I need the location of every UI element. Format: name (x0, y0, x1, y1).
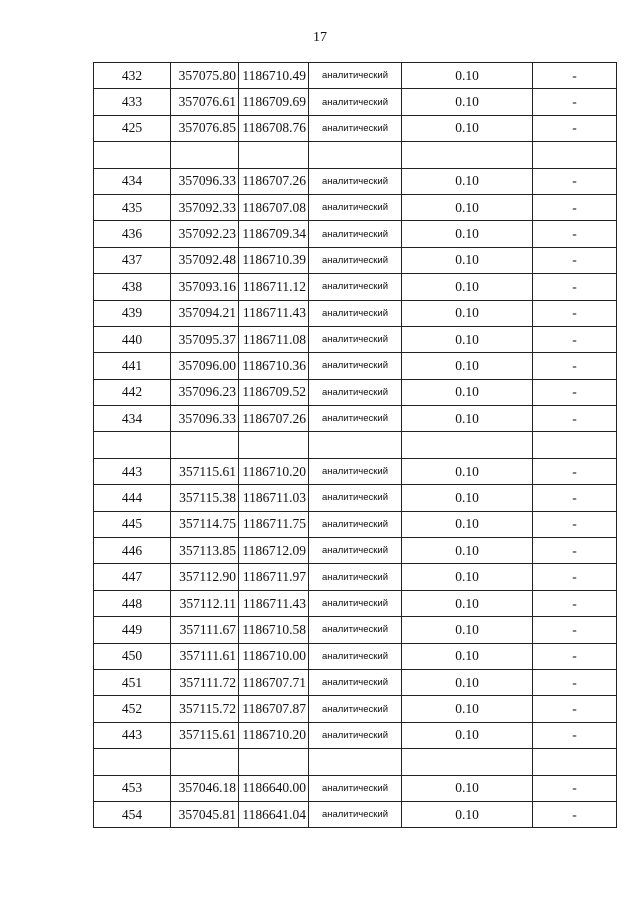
method-cell: аналитический (309, 590, 402, 616)
table-row (94, 775, 617, 801)
description-cell: - (533, 458, 617, 484)
y-coordinate-cell: 1186707.71 (239, 669, 309, 695)
x-coordinate-cell: 357092.48 (171, 247, 239, 273)
point-number-cell: 446 (94, 538, 171, 564)
table-row (94, 89, 617, 115)
point-number-cell (94, 142, 171, 168)
x-coordinate-cell: 357096.00 (171, 353, 239, 379)
accuracy-cell: 0.10 (402, 353, 533, 379)
method-cell: аналитический (309, 221, 402, 247)
y-coordinate-cell: 1186710.36 (239, 353, 309, 379)
y-coordinate-cell: 1186711.03 (239, 485, 309, 511)
x-coordinate-cell: 357075.80 (171, 63, 239, 89)
method-cell: аналитический (309, 379, 402, 405)
point-number-cell: 451 (94, 669, 171, 695)
point-number-cell: 437 (94, 247, 171, 273)
description-cell: - (533, 168, 617, 194)
method-cell: аналитический (309, 406, 402, 432)
accuracy-cell: 0.10 (402, 326, 533, 352)
accuracy-cell: 0.10 (402, 669, 533, 695)
x-coordinate-cell: 357046.18 (171, 775, 239, 801)
accuracy-cell: 0.10 (402, 458, 533, 484)
method-cell (309, 749, 402, 775)
accuracy-cell: 0.10 (402, 590, 533, 616)
accuracy-cell: 0.10 (402, 115, 533, 141)
x-coordinate-cell: 357111.61 (171, 643, 239, 669)
table-row (94, 643, 617, 669)
y-coordinate-cell (239, 749, 309, 775)
x-coordinate-cell (171, 749, 239, 775)
accuracy-cell: 0.10 (402, 511, 533, 537)
point-number-cell: 434 (94, 168, 171, 194)
method-cell: аналитический (309, 168, 402, 194)
point-number-cell: 448 (94, 590, 171, 616)
y-coordinate-cell: 1186707.87 (239, 696, 309, 722)
method-cell: аналитический (309, 353, 402, 379)
x-coordinate-cell: 357092.23 (171, 221, 239, 247)
table-row (94, 406, 617, 432)
table-row (94, 564, 617, 590)
x-coordinate-cell: 357113.85 (171, 538, 239, 564)
point-number-cell: 450 (94, 643, 171, 669)
x-coordinate-cell: 357115.61 (171, 458, 239, 484)
description-cell: - (533, 63, 617, 89)
accuracy-cell: 0.10 (402, 247, 533, 273)
point-number-cell: 447 (94, 564, 171, 590)
y-coordinate-cell: 1186710.39 (239, 247, 309, 273)
y-coordinate-cell: 1186711.75 (239, 511, 309, 537)
description-cell: - (533, 590, 617, 616)
table-separator-row (94, 749, 617, 775)
table-row (94, 801, 617, 827)
description-cell: - (533, 722, 617, 748)
method-cell: аналитический (309, 115, 402, 141)
table-row (94, 511, 617, 537)
description-cell (533, 749, 617, 775)
table-row (94, 485, 617, 511)
description-cell (533, 142, 617, 168)
point-number-cell: 443 (94, 722, 171, 748)
method-cell: аналитический (309, 485, 402, 511)
table-row (94, 379, 617, 405)
coordinates-table (93, 62, 617, 828)
y-coordinate-cell (239, 432, 309, 458)
method-cell: аналитический (309, 300, 402, 326)
y-coordinate-cell: 1186710.00 (239, 643, 309, 669)
accuracy-cell (402, 142, 533, 168)
table-row (94, 247, 617, 273)
point-number-cell: 435 (94, 194, 171, 220)
description-cell: - (533, 696, 617, 722)
point-number-cell: 439 (94, 300, 171, 326)
accuracy-cell: 0.10 (402, 801, 533, 827)
y-coordinate-cell: 1186711.43 (239, 300, 309, 326)
method-cell: аналитический (309, 247, 402, 273)
x-coordinate-cell: 357076.85 (171, 115, 239, 141)
description-cell: - (533, 300, 617, 326)
table-row (94, 722, 617, 748)
accuracy-cell: 0.10 (402, 379, 533, 405)
description-cell: - (533, 194, 617, 220)
accuracy-cell: 0.10 (402, 221, 533, 247)
x-coordinate-cell: 357045.81 (171, 801, 239, 827)
accuracy-cell: 0.10 (402, 696, 533, 722)
table-row (94, 300, 617, 326)
accuracy-cell: 0.10 (402, 274, 533, 300)
y-coordinate-cell: 1186709.52 (239, 379, 309, 405)
method-cell: аналитический (309, 775, 402, 801)
x-coordinate-cell: 357112.90 (171, 564, 239, 590)
y-coordinate-cell: 1186707.08 (239, 194, 309, 220)
point-number-cell: 432 (94, 63, 171, 89)
y-coordinate-cell: 1186707.26 (239, 406, 309, 432)
x-coordinate-cell (171, 432, 239, 458)
table-row (94, 221, 617, 247)
point-number-cell: 441 (94, 353, 171, 379)
table-separator-row (94, 432, 617, 458)
point-number-cell (94, 432, 171, 458)
description-cell: - (533, 274, 617, 300)
x-coordinate-cell: 357096.33 (171, 168, 239, 194)
accuracy-cell: 0.10 (402, 300, 533, 326)
method-cell (309, 142, 402, 168)
description-cell: - (533, 538, 617, 564)
point-number-cell: 452 (94, 696, 171, 722)
accuracy-cell: 0.10 (402, 538, 533, 564)
point-number-cell: 436 (94, 221, 171, 247)
y-coordinate-cell: 1186707.26 (239, 168, 309, 194)
table-row (94, 538, 617, 564)
accuracy-cell: 0.10 (402, 89, 533, 115)
accuracy-cell: 0.10 (402, 63, 533, 89)
y-coordinate-cell: 1186711.08 (239, 326, 309, 352)
description-cell: - (533, 379, 617, 405)
point-number-cell: 445 (94, 511, 171, 537)
table-row (94, 353, 617, 379)
table-row (94, 326, 617, 352)
accuracy-cell: 0.10 (402, 406, 533, 432)
x-coordinate-cell: 357114.75 (171, 511, 239, 537)
point-number-cell: 442 (94, 379, 171, 405)
x-coordinate-cell: 357111.67 (171, 617, 239, 643)
description-cell: - (533, 353, 617, 379)
point-number-cell: 443 (94, 458, 171, 484)
method-cell: аналитический (309, 274, 402, 300)
description-cell: - (533, 326, 617, 352)
y-coordinate-cell: 1186640.00 (239, 775, 309, 801)
x-coordinate-cell: 357096.23 (171, 379, 239, 405)
description-cell: - (533, 89, 617, 115)
accuracy-cell (402, 432, 533, 458)
method-cell: аналитический (309, 722, 402, 748)
accuracy-cell: 0.10 (402, 617, 533, 643)
method-cell: аналитический (309, 458, 402, 484)
table-row (94, 63, 617, 89)
y-coordinate-cell: 1186710.58 (239, 617, 309, 643)
method-cell (309, 432, 402, 458)
description-cell: - (533, 511, 617, 537)
method-cell: аналитический (309, 669, 402, 695)
table-row (94, 194, 617, 220)
accuracy-cell: 0.10 (402, 643, 533, 669)
description-cell: - (533, 775, 617, 801)
y-coordinate-cell: 1186710.49 (239, 63, 309, 89)
method-cell: аналитический (309, 538, 402, 564)
description-cell (533, 432, 617, 458)
page-number: 17 (313, 30, 327, 45)
coordinates-table-body (94, 63, 617, 828)
description-cell: - (533, 221, 617, 247)
y-coordinate-cell: 1186711.43 (239, 590, 309, 616)
accuracy-cell: 0.10 (402, 722, 533, 748)
y-coordinate-cell: 1186711.97 (239, 564, 309, 590)
table-row (94, 669, 617, 695)
description-cell: - (533, 485, 617, 511)
point-number-cell: 449 (94, 617, 171, 643)
x-coordinate-cell (171, 142, 239, 168)
method-cell: аналитический (309, 696, 402, 722)
table-row (94, 115, 617, 141)
description-cell: - (533, 115, 617, 141)
method-cell: аналитический (309, 63, 402, 89)
x-coordinate-cell: 357094.21 (171, 300, 239, 326)
x-coordinate-cell: 357096.33 (171, 406, 239, 432)
description-cell: - (533, 643, 617, 669)
description-cell: - (533, 669, 617, 695)
description-cell: - (533, 406, 617, 432)
description-cell: - (533, 617, 617, 643)
y-coordinate-cell: 1186641.04 (239, 801, 309, 827)
point-number-cell: 425 (94, 115, 171, 141)
description-cell: - (533, 564, 617, 590)
y-coordinate-cell: 1186709.69 (239, 89, 309, 115)
accuracy-cell: 0.10 (402, 194, 533, 220)
method-cell: аналитический (309, 801, 402, 827)
accuracy-cell (402, 749, 533, 775)
description-cell: - (533, 247, 617, 273)
x-coordinate-cell: 357093.16 (171, 274, 239, 300)
method-cell: аналитический (309, 617, 402, 643)
point-number-cell: 444 (94, 485, 171, 511)
point-number-cell: 453 (94, 775, 171, 801)
method-cell: аналитический (309, 643, 402, 669)
y-coordinate-cell: 1186708.76 (239, 115, 309, 141)
table-row (94, 696, 617, 722)
y-coordinate-cell (239, 142, 309, 168)
point-number-cell: 440 (94, 326, 171, 352)
x-coordinate-cell: 357111.72 (171, 669, 239, 695)
table-row (94, 617, 617, 643)
x-coordinate-cell: 357095.37 (171, 326, 239, 352)
point-number-cell: 454 (94, 801, 171, 827)
x-coordinate-cell: 357092.33 (171, 194, 239, 220)
table-separator-row (94, 142, 617, 168)
accuracy-cell: 0.10 (402, 775, 533, 801)
table-row (94, 458, 617, 484)
y-coordinate-cell: 1186709.34 (239, 221, 309, 247)
description-cell: - (533, 801, 617, 827)
y-coordinate-cell: 1186710.20 (239, 458, 309, 484)
x-coordinate-cell: 357115.61 (171, 722, 239, 748)
x-coordinate-cell: 357112.11 (171, 590, 239, 616)
table-row (94, 590, 617, 616)
point-number-cell: 438 (94, 274, 171, 300)
table-row (94, 168, 617, 194)
accuracy-cell: 0.10 (402, 168, 533, 194)
y-coordinate-cell: 1186710.20 (239, 722, 309, 748)
point-number-cell (94, 749, 171, 775)
point-number-cell: 433 (94, 89, 171, 115)
method-cell: аналитический (309, 89, 402, 115)
point-number-cell: 434 (94, 406, 171, 432)
method-cell: аналитический (309, 511, 402, 537)
method-cell: аналитический (309, 326, 402, 352)
x-coordinate-cell: 357115.72 (171, 696, 239, 722)
y-coordinate-cell: 1186711.12 (239, 274, 309, 300)
accuracy-cell: 0.10 (402, 485, 533, 511)
method-cell: аналитический (309, 564, 402, 590)
method-cell: аналитический (309, 194, 402, 220)
table-row (94, 274, 617, 300)
accuracy-cell: 0.10 (402, 564, 533, 590)
y-coordinate-cell: 1186712.09 (239, 538, 309, 564)
x-coordinate-cell: 357115.38 (171, 485, 239, 511)
x-coordinate-cell: 357076.61 (171, 89, 239, 115)
